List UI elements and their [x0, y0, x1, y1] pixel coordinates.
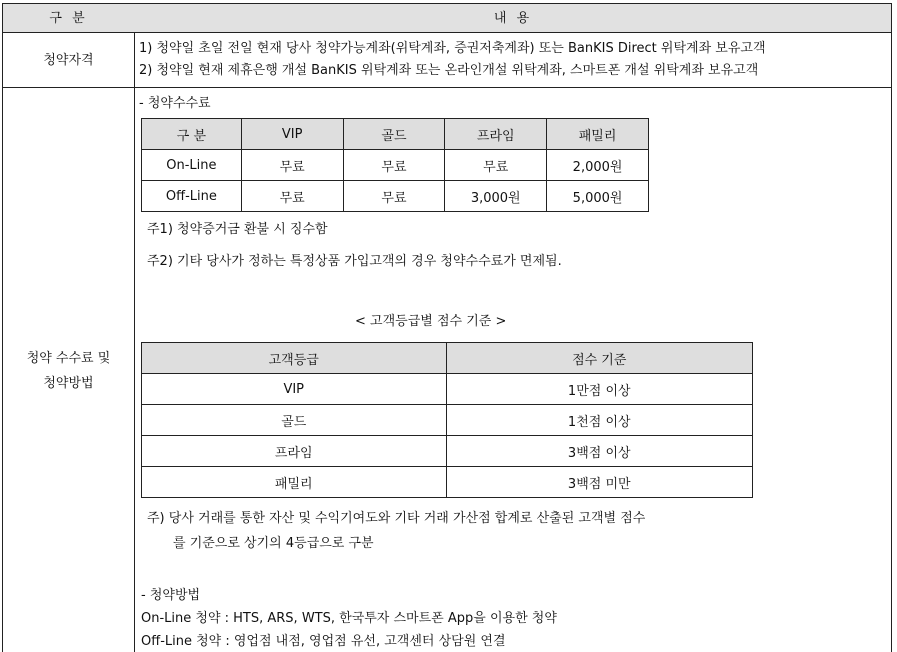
grade-header-cell: 고객등급 [142, 343, 447, 374]
fee-cell: 무료 [241, 181, 343, 212]
grade-header-cell: 점수 기준 [446, 343, 753, 374]
table-row [142, 405, 753, 436]
fee-cell: 3,000원 [445, 181, 547, 212]
grade-table-header-row [142, 343, 753, 374]
grade-cell: 골드 [142, 405, 447, 436]
method-line: On-Line 청약 : HTS, ARS, WTS, 한국투자 스마트폰 App을 이용한 청약 [141, 611, 557, 626]
table-row [142, 181, 649, 212]
table-row [142, 436, 753, 467]
fees-label-line: 청약방법 [43, 376, 94, 391]
fee-cell: 2,000원 [547, 150, 649, 181]
table-row [142, 467, 753, 498]
fee-cell: 무료 [343, 150, 445, 181]
fee-header-cell: 패밀리 [547, 119, 649, 150]
grade-cell: 3백점 미만 [446, 467, 753, 498]
fees-label-line: 청약 수수료 및 [26, 351, 111, 366]
eligibility-label: 청약자격 [43, 53, 94, 68]
header-category: 구 분 [49, 11, 88, 26]
fee-note: 주1) 청약증거금 환불 시 징수함 [147, 222, 328, 237]
grade-cell: 3백점 이상 [446, 436, 753, 467]
grade-cell: VIP [142, 374, 447, 405]
content-table [2, 3, 892, 652]
fee-section-title: - 청약수수료 [139, 96, 211, 111]
grade-note [147, 506, 645, 556]
method-section [141, 584, 557, 652]
grade-cell: 프라임 [142, 436, 447, 467]
eligibility-row [3, 33, 891, 88]
table-row [142, 374, 753, 405]
fee-header-cell: 구 분 [142, 119, 242, 150]
table-header [3, 4, 891, 33]
fee-note: 주2) 기타 당사가 정하는 특정상품 가입고객의 경우 청약수수료가 면제됨. [147, 254, 562, 269]
fee-header-cell: VIP [241, 119, 343, 150]
eligibility-line: 2) 청약일 현재 제휴은행 개설 BanKIS 위탁계좌 또는 온라인개설 위탁계좌, 스마트폰 개설 위탁계좌 보유고객 [139, 63, 759, 78]
grade-cell: 1만점 이상 [446, 374, 753, 405]
fee-cell: Off-Line [142, 181, 242, 212]
method-title: - 청약방법 [141, 588, 201, 603]
fee-cell: 무료 [241, 150, 343, 181]
grade-table-title: < 고객등급별 점수 기준 > [355, 314, 507, 329]
method-line: Off-Line 청약 : 영업점 내점, 영업점 유선, 고객센터 상담원 연결 [141, 634, 506, 649]
fee-cell: 5,000원 [547, 181, 649, 212]
fee-cell: 무료 [445, 150, 547, 181]
grade-note-line: 주) 당사 거래를 통한 자산 및 수익기여도와 기타 거래 가산점 합계로 산출된 고객별 점수 [147, 511, 646, 526]
header-content: 내 용 [493, 11, 533, 26]
fee-header-cell: 골드 [343, 119, 445, 150]
grade-table [141, 342, 753, 498]
fee-table-header-row [142, 119, 649, 150]
table-row [142, 150, 649, 181]
fee-table [141, 118, 649, 212]
fee-cell: 무료 [343, 181, 445, 212]
grade-cell: 1천점 이상 [446, 405, 753, 436]
grade-note-line: 를 기준으로 상기의 4등급으로 구분 [173, 536, 374, 551]
fee-header-cell: 프라임 [445, 119, 547, 150]
fee-cell: On-Line [142, 150, 242, 181]
fees-label [3, 346, 134, 396]
eligibility-content [139, 38, 889, 82]
eligibility-line: 1) 청약일 초일 전일 현재 당사 청약가능계좌(위탁계좌, 증권저축계좌) 또는 BanKIS Direct 위탁계좌 보유고객 [139, 41, 766, 56]
column-divider [134, 4, 135, 652]
grade-cell: 패밀리 [142, 467, 447, 498]
